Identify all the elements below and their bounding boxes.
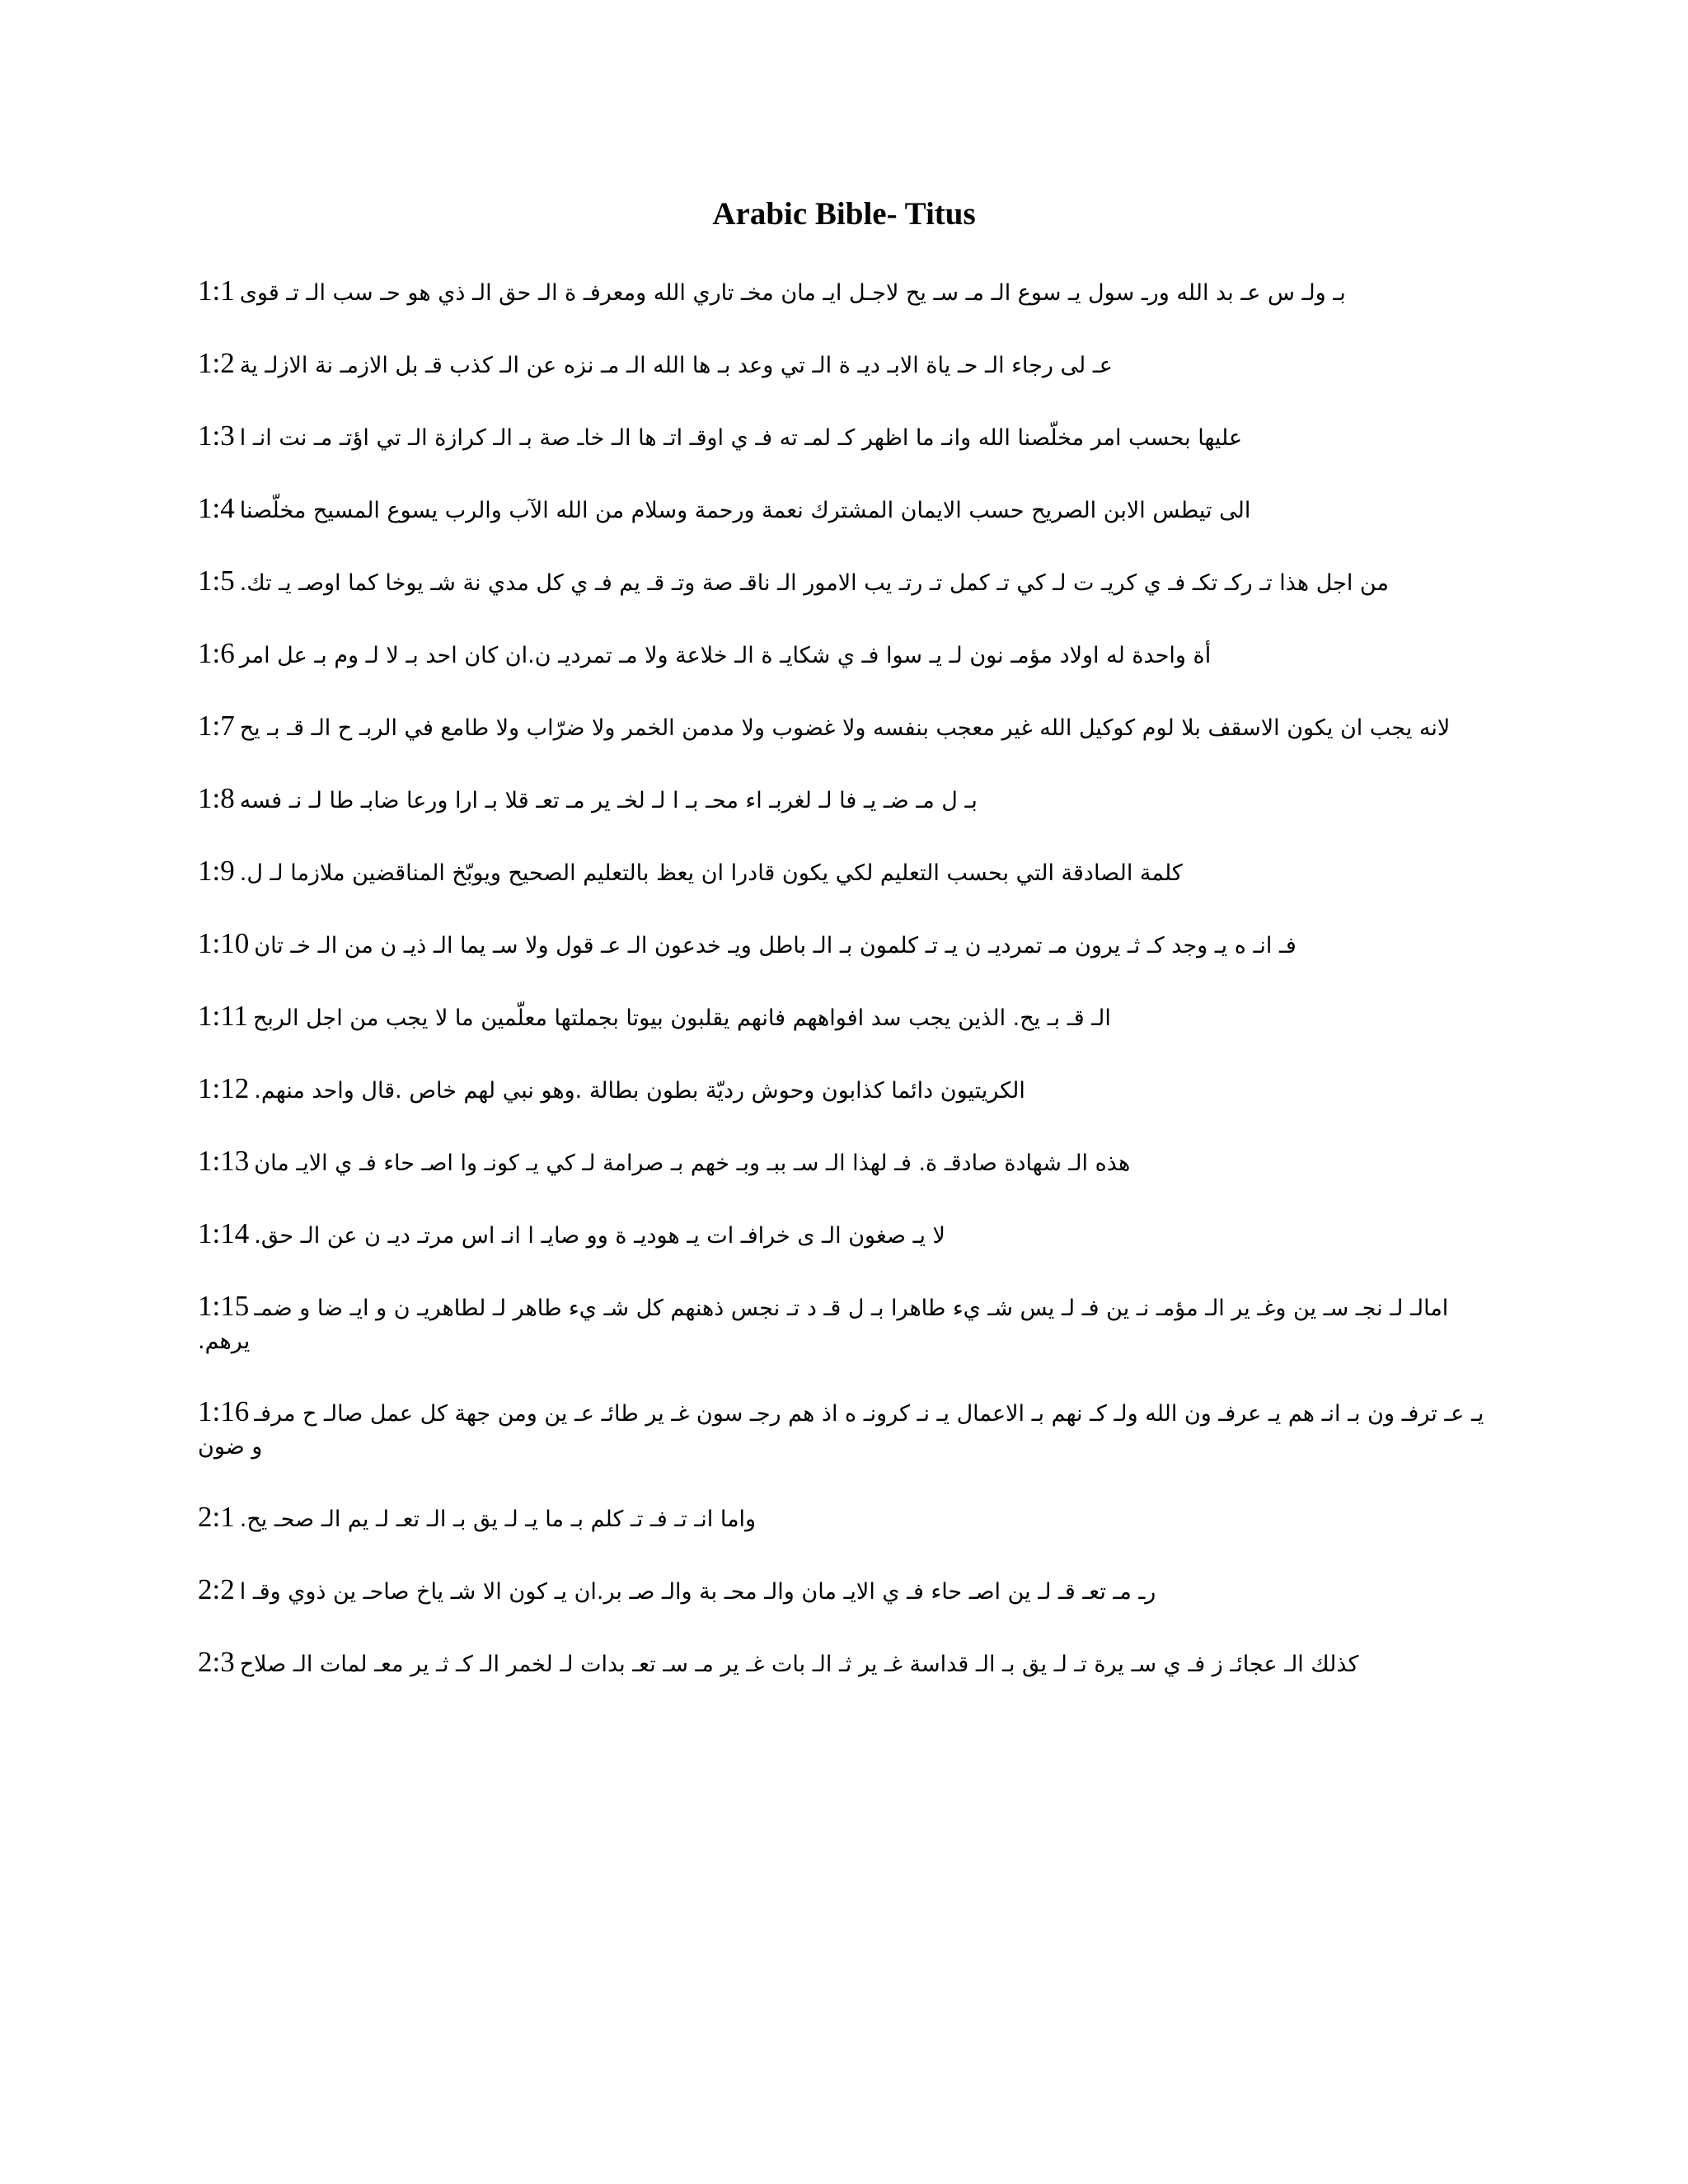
verse-text: بـ ل مـ ضـ يـ فا لـ لغربـ اء محـ بـ ا لـ لخـ ير مـ تعـ قلا بـ ارا ورعا ضابـ طا لـ نـ فسه	[239, 788, 978, 813]
page-title: Arabic Bible- Titus	[712, 196, 976, 232]
verse-text: رـ مـ تعـ قـ لـ ين اصـ حاء فـ ي الايـ مان والـ محـ بة والـ صـ بر.ان يـ كون الا شـ ياخ صاحـ ين ذوي وقـ ا	[239, 1579, 1156, 1605]
verse-text: كذلك الـ عجائـ ز فـ ي سـ يرة تـ لـ يق بـ الـ قداسة غـ ير ثـ الـ بات غـ ير مـ سـ تعـ بدات لـ لخمر الـ كـ ثـ ير معـ لمات الـ صلاح	[239, 1652, 1359, 1677]
verse-text: من اجل هذا تـ ركـ تكـ فـ ي كريـ ت لـ كي تـ كمل تـ رتـ يب الامور الـ ناقـ صة وتـ قـ يم فـ ي كل مدي نة شـ يوخا كما اوصـ يـ تك.	[239, 570, 1389, 596]
verse-text: كلمة الصادقة التي بحسب التعليم لكي يكون قادرا ان يعظ بالتعليم الصحيح ويوبّخ المناقضين ملازما لـ ل.	[239, 860, 1183, 886]
verse-text: لا يـ صغون الـ ى خرافـ ات يـ هوديـ ة وو صايـ ا انـ اس مرتـ ديـ ن عن الـ حق.	[254, 1223, 945, 1249]
verse-text: أة واحدة له اولاد مؤمـ نون لـ يـ سوا فـ ي شكايـ ة الـ خلاعة ولا مـ تمرديـ ن.ان كان احد بـ لا لـ وم بـ عل امر	[239, 643, 1212, 668]
verse-text: يـ عـ ترفـ ون بـ انـ هم يـ عرفـ ون الله ولـ كـ نهم بـ الاعمال يـ نـ كرونـ ه اذ هم رجـ سون غـ ير طائـ عـ ين ومن جهة كل عمل صالـ ح مرفـ و ضون	[198, 1401, 1484, 1460]
verse-text: امالـ لـ نجـ سـ ين وغـ ير الـ مؤمـ نـ ين فـ لـ يس شـ يء طاهرا بـ ل قـ د تـ نجس ذهنهم كل شـ يء طاهر لـ لطاهريـ ن و ايـ ضا و ضمـ يرهم.	[198, 1296, 1449, 1354]
verse-text: عليها بحسب امر مخلّصنا الله وانـ ما اظهر كـ لمـ ته فـ ي اوقـ اتـ ها الـ خاـ صة بـ الـ كرازة الـ تي اؤتـ مـ نت انـ ا	[239, 425, 1243, 451]
verse-reference: 1:10	[198, 927, 250, 959]
verse-text: هذه الـ شهادة صادقـ ة. فـ لهذا الـ سـ ببـ وبـ خهم بـ صرامة لـ كي يـ كونـ وا اصـ حاء فـ ي الايـ مان	[254, 1151, 1131, 1176]
verse-reference: 1:3	[198, 419, 235, 452]
verse-reference: 1:9	[198, 855, 235, 887]
verse-reference: 2:2	[198, 1573, 235, 1605]
verse-reference: 1:7	[198, 710, 235, 742]
verse-text: الـ قـ بـ يح. الذين يجب سد افواههم فانهم يقلبون بيوتا بجملتها معلّمين ما لا يجب من اجل الربح	[252, 1005, 1111, 1031]
verse-text: فـ انـ ه يـ وجد كـ ثـ يرون مـ تمرديـ ن يـ تـ كلمون بـ الـ باطل ويـ خدعون الـ عـ قول ولا سـ يما الـ ذيـ ن من الـ خـ تان	[254, 933, 1296, 958]
verse-paragraph	[198, 638, 1485, 672]
verse-paragraph	[198, 928, 1485, 962]
verse-text: بـ ولـ س عـ بد الله ورـ سول يـ سوع الـ مـ سـ يح لاجـل ايـ مان مخـ تاري الله ومعرفـ ة الـ حق الـ ذي هو حـ سب الـ تـ قوى	[239, 280, 1346, 306]
verse-paragraph	[198, 1396, 1485, 1463]
verse-paragraph	[198, 1218, 1485, 1252]
verse-list	[198, 275, 1485, 1719]
verse-reference: 1:16	[198, 1395, 250, 1427]
verse-paragraph	[198, 348, 1485, 382]
verse-text: لانه يجب ان يكون الاسقف بلا لوم كوكيل الله غير معجب بنفسه ولا غضوب ولا مدمن الخمر ولا ضرّاب ولا طامع في الربـ ح الـ قـ بـ يح	[239, 715, 1451, 741]
verse-paragraph	[198, 1001, 1485, 1034]
verse-paragraph	[198, 493, 1485, 527]
verse-reference: 1:6	[198, 637, 235, 669]
verse-paragraph	[198, 1146, 1485, 1179]
verse-reference: 1:2	[198, 347, 235, 379]
verse-reference: 2:3	[198, 1646, 235, 1678]
verse-text: الكريتيون دائما كذابون وحوش رديّة بطون بطالة .وهو نبي لهم خاص .قال واحد منهم.	[254, 1078, 1025, 1104]
verse-reference: 1:1	[198, 274, 235, 307]
verse-reference: 1:14	[198, 1217, 250, 1249]
verse-paragraph	[198, 855, 1485, 889]
verse-reference: 1:15	[198, 1290, 250, 1322]
verse-reference: 1:13	[198, 1145, 250, 1177]
verse-paragraph	[198, 1502, 1485, 1535]
verse-paragraph	[198, 783, 1485, 817]
verse-text: الى تيطس الابن الصريح حسب الايمان المشترك نعمة ورحمة وسلام من الله الآب والرب يسوع المسيح مخلّصنا	[239, 498, 1251, 523]
verse-reference: 1:12	[198, 1072, 250, 1104]
verse-paragraph	[198, 1073, 1485, 1107]
verse-reference: 2:1	[198, 1501, 235, 1533]
verse-reference: 1:8	[198, 782, 235, 814]
verse-reference: 1:5	[198, 565, 235, 597]
verse-paragraph	[198, 1647, 1485, 1680]
verse-reference: 1:11	[198, 1000, 248, 1032]
verse-paragraph	[198, 710, 1485, 744]
verse-paragraph	[198, 275, 1485, 309]
verse-text: واما انـ تـ فـ تـ كلم بـ ما يـ لـ يق بـ الـ تعـ لـ يم الـ صحـ يح.	[239, 1507, 757, 1532]
verse-paragraph	[198, 565, 1485, 599]
verse-paragraph	[198, 420, 1485, 454]
verse-paragraph	[198, 1574, 1485, 1608]
verse-reference: 1:4	[198, 492, 235, 524]
verse-paragraph	[198, 1291, 1485, 1357]
verse-text: عـ لى رجاء الـ حـ ياة الابـ ديـ ة الـ تي وعد بـ ها الله الـ مـ نزه عن الـ كذب قـ بل الازمـ نة الازلـ ية	[239, 353, 1113, 378]
